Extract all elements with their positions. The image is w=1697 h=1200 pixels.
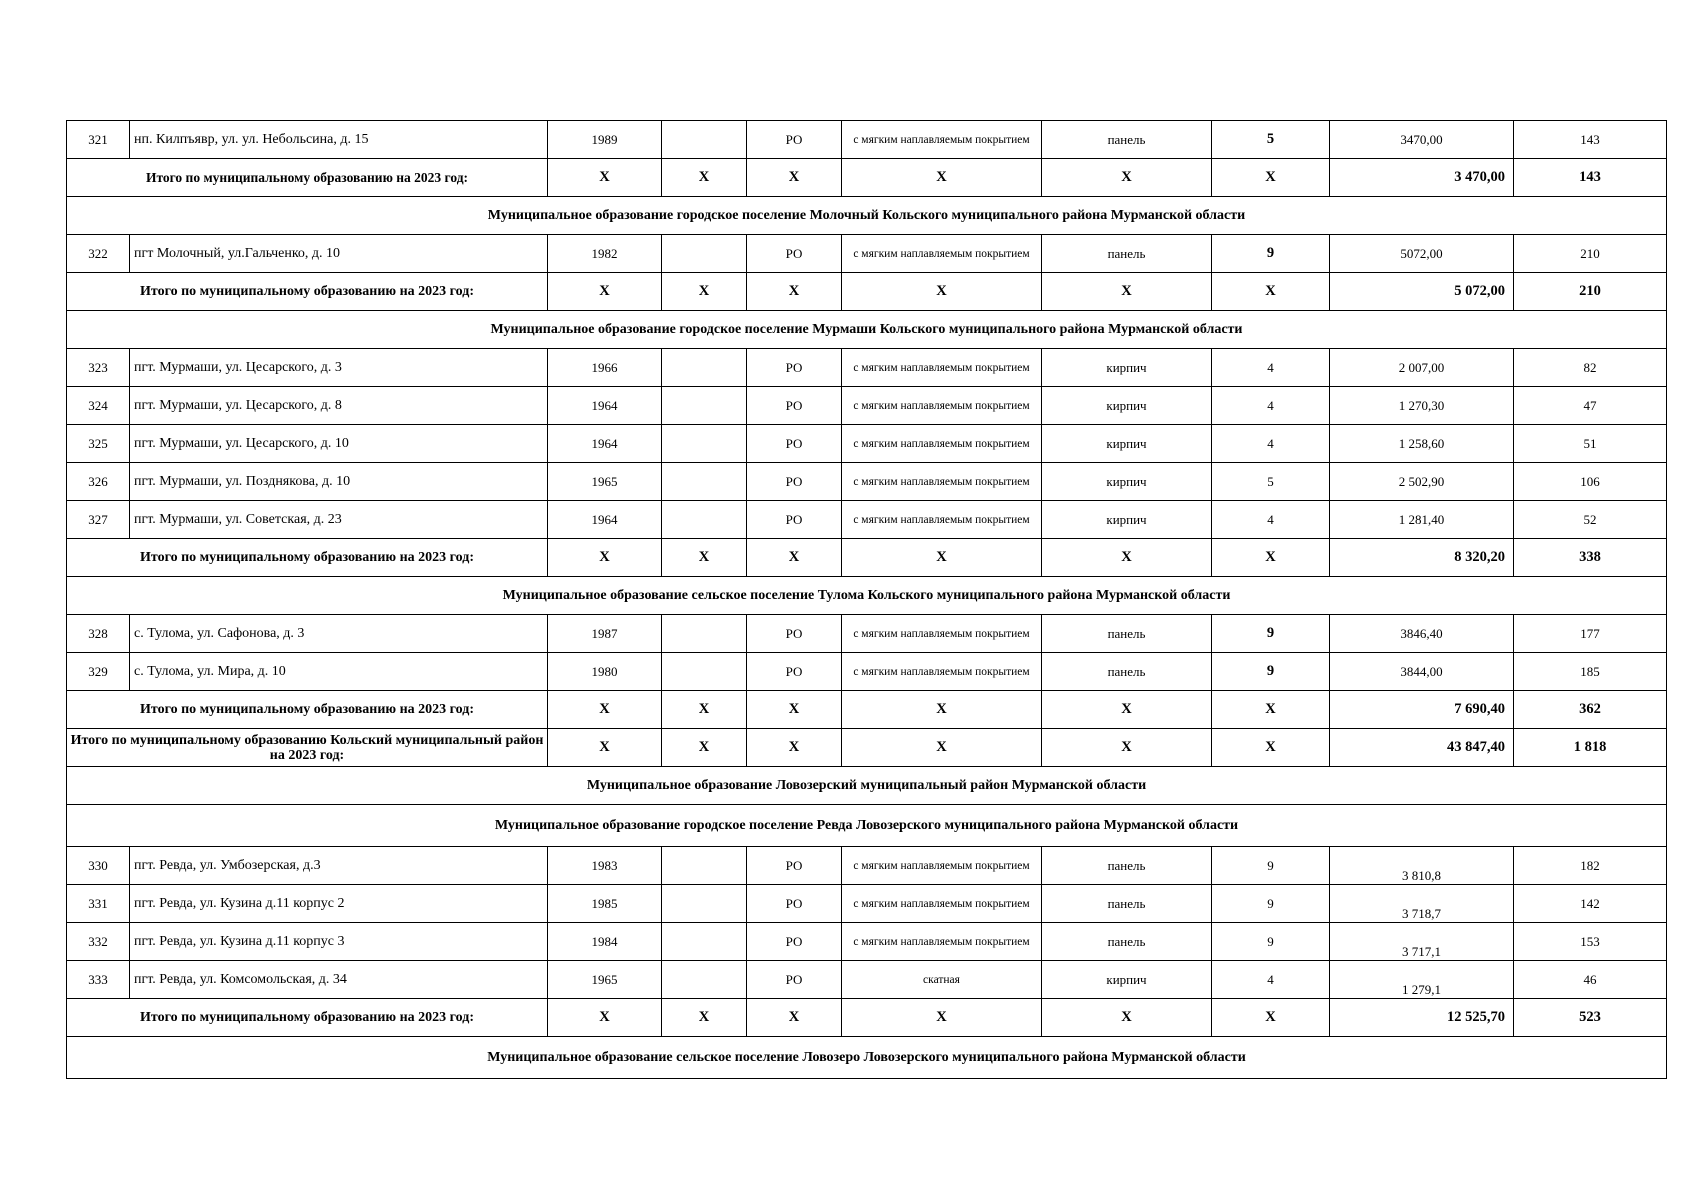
table-row <box>67 501 1667 539</box>
year-cell: 1989 <box>548 121 662 159</box>
residents-cell: 182 <box>1514 847 1667 885</box>
table-row <box>67 425 1667 463</box>
total-x-mark: X <box>747 273 842 311</box>
empty-cell <box>662 653 747 691</box>
row-number: 332 <box>67 923 130 961</box>
floors-cell: 9 <box>1212 615 1330 653</box>
total-label: Итого по муниципальному образованию на 2023 год: <box>67 691 548 729</box>
table-row <box>67 235 1667 273</box>
total-x-mark: X <box>842 539 1042 577</box>
row-number: 331 <box>67 885 130 923</box>
floors-cell: 9 <box>1212 923 1330 961</box>
ro-cell: РО <box>747 463 842 501</box>
empty-cell <box>662 425 747 463</box>
floors-cell: 9 <box>1212 235 1330 273</box>
ro-cell: РО <box>747 349 842 387</box>
municipality-header: Муниципальное образование сельское поселение Ловозеро Ловозерского муниципального района Мурманской области <box>67 1037 1667 1079</box>
row-number: 327 <box>67 501 130 539</box>
table-row <box>67 847 1667 885</box>
empty-cell <box>662 387 747 425</box>
residents-cell: 142 <box>1514 885 1667 923</box>
total-x-mark: X <box>842 691 1042 729</box>
address-cell: пгт. Мурмаши, ул. Советская, д. 23 <box>130 501 548 539</box>
total-x-mark: X <box>747 691 842 729</box>
municipality-header: Муниципальное образование сельское поселение Тулома Кольского муниципального района Мурманской области <box>67 577 1667 615</box>
total-residents: 523 <box>1514 999 1667 1037</box>
roof-type-cell: с мягким наплавляемым покрытием <box>842 235 1042 273</box>
wall-material-cell: кирпич <box>1042 501 1212 539</box>
roof-type-cell: с мягким наплавляемым покрытием <box>842 121 1042 159</box>
empty-cell <box>662 463 747 501</box>
floors-cell: 9 <box>1212 847 1330 885</box>
roof-type-cell: с мягким наплавляемым покрытием <box>842 387 1042 425</box>
roof-type-cell: с мягким наплавляемым покрытием <box>842 653 1042 691</box>
ro-cell: РО <box>747 885 842 923</box>
floors-cell: 4 <box>1212 501 1330 539</box>
total-label: Итого по муниципальному образованию Кольский муниципальный район на 2023 год: <box>67 729 548 767</box>
total-x-mark: X <box>1042 159 1212 197</box>
row-number: 328 <box>67 615 130 653</box>
area-cell: 3 718,7 <box>1330 885 1514 923</box>
total-x-mark: X <box>548 539 662 577</box>
total-x-mark: X <box>747 539 842 577</box>
empty-cell <box>662 121 747 159</box>
total-x-mark: X <box>747 999 842 1037</box>
total-x-mark: X <box>1042 539 1212 577</box>
total-x-mark: X <box>747 729 842 767</box>
roof-type-cell: с мягким наплавляемым покрытием <box>842 847 1042 885</box>
municipality-header-row <box>67 1037 1667 1079</box>
area-cell: 3 810,8 <box>1330 847 1514 885</box>
residents-cell: 51 <box>1514 425 1667 463</box>
total-x-mark: X <box>842 273 1042 311</box>
empty-cell <box>662 501 747 539</box>
wall-material-cell: панель <box>1042 885 1212 923</box>
total-row <box>67 273 1667 311</box>
address-cell: с. Тулома, ул. Сафонова, д. 3 <box>130 615 548 653</box>
area-cell: 3470,00 <box>1330 121 1514 159</box>
total-x-mark: X <box>1212 273 1330 311</box>
wall-material-cell: кирпич <box>1042 463 1212 501</box>
year-cell: 1964 <box>548 425 662 463</box>
year-cell: 1966 <box>548 349 662 387</box>
address-cell: с. Тулома, ул. Мира, д. 10 <box>130 653 548 691</box>
wall-material-cell: панель <box>1042 923 1212 961</box>
table-row <box>67 885 1667 923</box>
total-row <box>67 729 1667 767</box>
total-residents: 338 <box>1514 539 1667 577</box>
floors-cell: 4 <box>1212 349 1330 387</box>
table-row <box>67 349 1667 387</box>
municipality-header: Муниципальное образование городское поселение Мурмаши Кольского муниципального района Мурманской области <box>67 311 1667 349</box>
address-cell: пгт. Ревда, ул. Комсомольская, д. 34 <box>130 961 548 999</box>
total-row <box>67 691 1667 729</box>
residents-cell: 52 <box>1514 501 1667 539</box>
table-row <box>67 121 1667 159</box>
total-x-mark: X <box>662 159 747 197</box>
ro-cell: РО <box>747 847 842 885</box>
year-cell: 1982 <box>548 235 662 273</box>
area-cell: 2 007,00 <box>1330 349 1514 387</box>
total-label: Итого по муниципальному образованию на 2023 год: <box>67 999 548 1037</box>
total-x-mark: X <box>1042 273 1212 311</box>
year-cell: 1984 <box>548 923 662 961</box>
total-residents: 210 <box>1514 273 1667 311</box>
address-cell: пгт. Мурмаши, ул. Цесарского, д. 3 <box>130 349 548 387</box>
area-cell: 5072,00 <box>1330 235 1514 273</box>
total-area: 5 072,00 <box>1330 273 1514 311</box>
residents-cell: 143 <box>1514 121 1667 159</box>
total-x-mark: X <box>662 691 747 729</box>
municipality-header: Муниципальное образование городское поселение Молочный Кольского муниципального района Мурманской области <box>67 197 1667 235</box>
wall-material-cell: кирпич <box>1042 425 1212 463</box>
total-x-mark: X <box>1042 729 1212 767</box>
residents-cell: 82 <box>1514 349 1667 387</box>
total-residents: 362 <box>1514 691 1667 729</box>
residents-cell: 153 <box>1514 923 1667 961</box>
area-cell: 3846,40 <box>1330 615 1514 653</box>
wall-material-cell: панель <box>1042 235 1212 273</box>
total-x-mark: X <box>1212 999 1330 1037</box>
table-row <box>67 923 1667 961</box>
empty-cell <box>662 961 747 999</box>
ro-cell: РО <box>747 235 842 273</box>
roof-type-cell: с мягким наплавляемым покрытием <box>842 349 1042 387</box>
floors-cell: 4 <box>1212 961 1330 999</box>
residents-cell: 46 <box>1514 961 1667 999</box>
wall-material-cell: панель <box>1042 615 1212 653</box>
roof-type-cell: с мягким наплавляемым покрытием <box>842 425 1042 463</box>
total-x-mark: X <box>1042 691 1212 729</box>
total-label: Итого по муниципальному образованию на 2023 год: <box>67 273 548 311</box>
floors-cell: 4 <box>1212 425 1330 463</box>
wall-material-cell: кирпич <box>1042 349 1212 387</box>
empty-cell <box>662 235 747 273</box>
total-x-mark: X <box>1212 691 1330 729</box>
municipality-header-row <box>67 767 1667 805</box>
roof-type-cell: с мягким наплавляемым покрытием <box>842 615 1042 653</box>
total-x-mark: X <box>1212 539 1330 577</box>
total-x-mark: X <box>548 999 662 1037</box>
wall-material-cell: панель <box>1042 653 1212 691</box>
empty-cell <box>662 885 747 923</box>
empty-cell <box>662 923 747 961</box>
ro-cell: РО <box>747 653 842 691</box>
area-cell: 3844,00 <box>1330 653 1514 691</box>
municipality-header: Муниципальное образование городское поселение Ревда Ловозерского муниципального района Мурманской области <box>67 805 1667 847</box>
wall-material-cell: панель <box>1042 121 1212 159</box>
address-cell: пгт. Мурмаши, ул. Позднякова, д. 10 <box>130 463 548 501</box>
total-x-mark: X <box>842 159 1042 197</box>
total-x-mark: X <box>1212 159 1330 197</box>
area-cell: 1 258,60 <box>1330 425 1514 463</box>
wall-material-cell: кирпич <box>1042 387 1212 425</box>
total-area: 7 690,40 <box>1330 691 1514 729</box>
total-x-mark: X <box>1212 729 1330 767</box>
total-residents: 1 818 <box>1514 729 1667 767</box>
row-number: 329 <box>67 653 130 691</box>
total-label: Итого по муниципальному образованию на 2023 год: <box>67 159 548 197</box>
residents-cell: 47 <box>1514 387 1667 425</box>
table-row <box>67 463 1667 501</box>
housing-register-table <box>66 120 1667 1079</box>
municipality-header-row <box>67 805 1667 847</box>
address-cell: пгт. Ревда, ул. Умбозерская, д.3 <box>130 847 548 885</box>
total-area: 12 525,70 <box>1330 999 1514 1037</box>
floors-cell: 5 <box>1212 121 1330 159</box>
row-number: 326 <box>67 463 130 501</box>
table-body <box>67 121 1667 1079</box>
roof-type-cell: с мягким наплавляемым покрытием <box>842 923 1042 961</box>
ro-cell: РО <box>747 923 842 961</box>
roof-type-cell: с мягким наплавляемым покрытием <box>842 463 1042 501</box>
residents-cell: 210 <box>1514 235 1667 273</box>
year-cell: 1965 <box>548 961 662 999</box>
address-cell: пгт. Ревда, ул. Кузина д.11 корпус 3 <box>130 923 548 961</box>
total-row <box>67 539 1667 577</box>
row-number: 333 <box>67 961 130 999</box>
floors-cell: 9 <box>1212 885 1330 923</box>
year-cell: 1964 <box>548 501 662 539</box>
total-x-mark: X <box>662 999 747 1037</box>
total-x-mark: X <box>548 273 662 311</box>
empty-cell <box>662 349 747 387</box>
total-x-mark: X <box>548 729 662 767</box>
row-number: 323 <box>67 349 130 387</box>
year-cell: 1987 <box>548 615 662 653</box>
wall-material-cell: панель <box>1042 847 1212 885</box>
residents-cell: 106 <box>1514 463 1667 501</box>
area-cell: 1 270,30 <box>1330 387 1514 425</box>
total-x-mark: X <box>662 273 747 311</box>
year-cell: 1965 <box>548 463 662 501</box>
table-row <box>67 615 1667 653</box>
empty-cell <box>662 615 747 653</box>
ro-cell: РО <box>747 425 842 463</box>
ro-cell: РО <box>747 501 842 539</box>
area-cell: 1 279,1 <box>1330 961 1514 999</box>
total-x-mark: X <box>662 729 747 767</box>
municipality-header-row <box>67 197 1667 235</box>
total-residents: 143 <box>1514 159 1667 197</box>
total-row <box>67 159 1667 197</box>
total-area: 43 847,40 <box>1330 729 1514 767</box>
floors-cell: 5 <box>1212 463 1330 501</box>
row-number: 330 <box>67 847 130 885</box>
address-cell: пгт. Ревда, ул. Кузина д.11 корпус 2 <box>130 885 548 923</box>
address-cell: нп. Килпъявр, ул. ул. Небольсина, д. 15 <box>130 121 548 159</box>
residents-cell: 185 <box>1514 653 1667 691</box>
table-row <box>67 387 1667 425</box>
address-cell: пгт. Мурмаши, ул. Цесарского, д. 10 <box>130 425 548 463</box>
year-cell: 1985 <box>548 885 662 923</box>
area-cell: 1 281,40 <box>1330 501 1514 539</box>
floors-cell: 4 <box>1212 387 1330 425</box>
total-x-mark: X <box>1042 999 1212 1037</box>
municipality-header-row <box>67 311 1667 349</box>
row-number: 321 <box>67 121 130 159</box>
ro-cell: РО <box>747 121 842 159</box>
total-x-mark: X <box>842 729 1042 767</box>
ro-cell: РО <box>747 615 842 653</box>
year-cell: 1964 <box>548 387 662 425</box>
floors-cell: 9 <box>1212 653 1330 691</box>
total-x-mark: X <box>747 159 842 197</box>
total-label: Итого по муниципальному образованию на 2023 год: <box>67 539 548 577</box>
address-cell: пгт Молочный, ул.Гальченко, д. 10 <box>130 235 548 273</box>
row-number: 325 <box>67 425 130 463</box>
roof-type-cell: с мягким наплавляемым покрытием <box>842 885 1042 923</box>
roof-type-cell: с мягким наплавляемым покрытием <box>842 501 1042 539</box>
area-cell: 2 502,90 <box>1330 463 1514 501</box>
total-x-mark: X <box>842 999 1042 1037</box>
municipality-header-row <box>67 577 1667 615</box>
total-x-mark: X <box>662 539 747 577</box>
document-page <box>66 120 1666 1079</box>
table-row <box>67 961 1667 999</box>
municipality-header: Муниципальное образование Ловозерский муниципальный район Мурманской области <box>67 767 1667 805</box>
wall-material-cell: кирпич <box>1042 961 1212 999</box>
ro-cell: РО <box>747 961 842 999</box>
year-cell: 1980 <box>548 653 662 691</box>
residents-cell: 177 <box>1514 615 1667 653</box>
total-area: 8 320,20 <box>1330 539 1514 577</box>
total-row <box>67 999 1667 1037</box>
total-area: 3 470,00 <box>1330 159 1514 197</box>
address-cell: пгт. Мурмаши, ул. Цесарского, д. 8 <box>130 387 548 425</box>
ro-cell: РО <box>747 387 842 425</box>
row-number: 322 <box>67 235 130 273</box>
area-cell: 3 717,1 <box>1330 923 1514 961</box>
row-number: 324 <box>67 387 130 425</box>
empty-cell <box>662 847 747 885</box>
table-row <box>67 653 1667 691</box>
total-x-mark: X <box>548 691 662 729</box>
year-cell: 1983 <box>548 847 662 885</box>
roof-type-cell: скатная <box>842 961 1042 999</box>
total-x-mark: X <box>548 159 662 197</box>
